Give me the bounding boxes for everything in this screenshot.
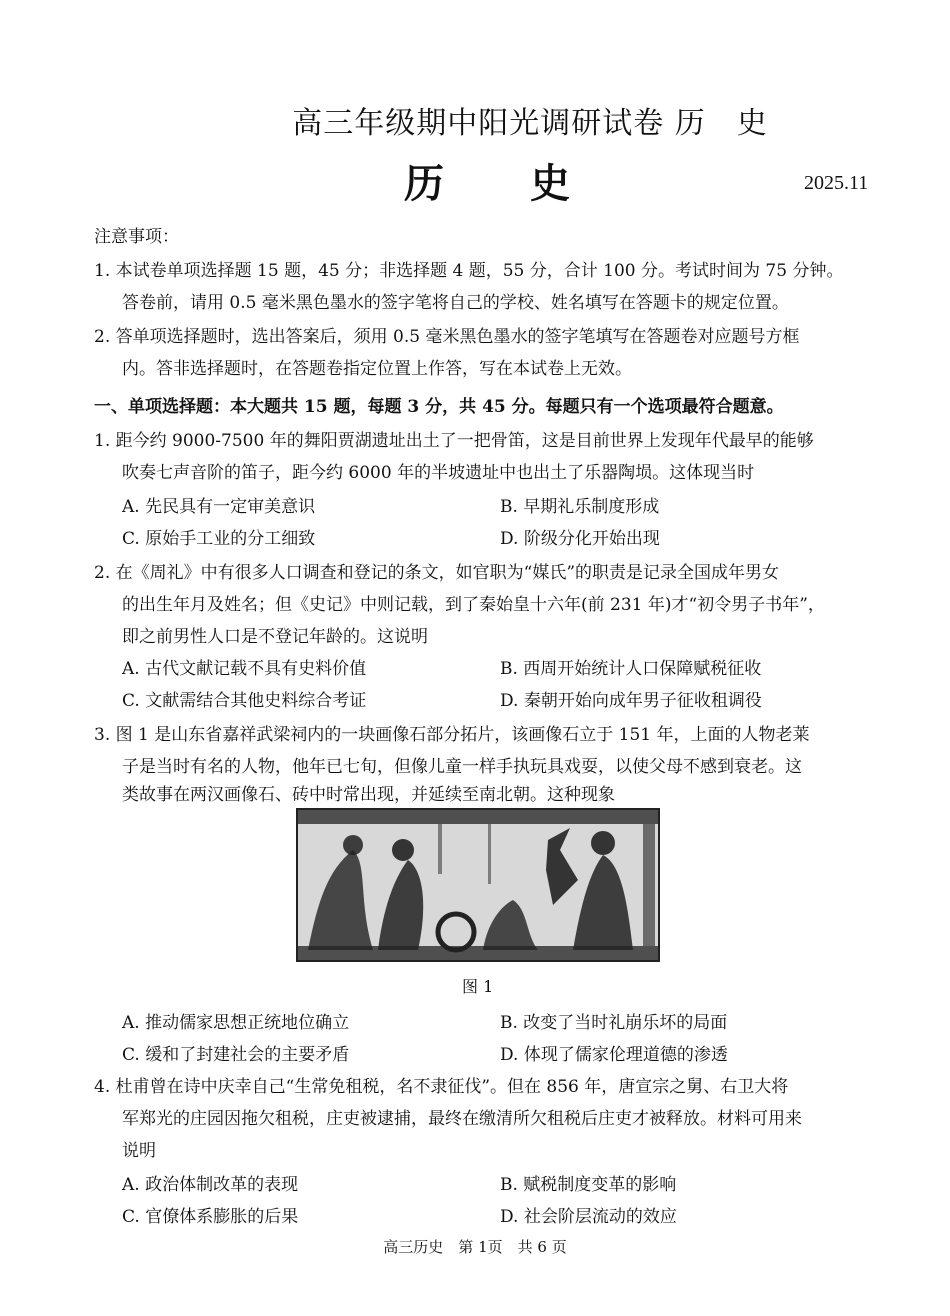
notice-item-2-line-1: 2. 答单项选择题时，选出答案后，须用 0.5 毫米黑色墨水的签字笔填写在答题卷对应题号方框 — [94, 327, 800, 347]
question-1-line-2: 吹奏七声音阶的笛子，距今约 6000 年的半坡遗址中也出土了乐器陶埙。这体现当时 — [122, 463, 755, 483]
question-4-line-2: 军郑光的庄园因拖欠租税，庄吏被逮捕，最终在缴清所欠租税后庄吏才被释放。材料可用来 — [122, 1109, 802, 1129]
section-heading: 一、单项选择题：本大题共 15 题，每题 3 分，共 45 分。每题只有一个选项最符合题意。 — [94, 397, 784, 417]
exam-date: 2025.11 — [804, 172, 869, 194]
exam-title: 高三年级期中阳光调研试卷 历 史 — [292, 106, 768, 141]
notice-item-1-line-2: 答卷前，请用 0.5 毫米黑色墨水的签字笔将自己的学校、姓名填写在答题卡的规定位置。 — [122, 293, 789, 313]
notice-heading: 注意事项： — [94, 227, 179, 247]
question-2-line-2: 的出生年月及姓名；但《史记》中则记载，到了秦始皇十六年(前 231 年)才“初令男子书年”， — [122, 595, 825, 615]
question-2-line-1: 2. 在《周礼》中有很多人口调查和登记的条文，如官职为“媒氏”的职责是记录全国成年男女 — [94, 563, 780, 583]
question-2-line-3: 即之前男性人口是不登记年龄的。这说明 — [122, 627, 428, 647]
question-4-option-c: C. 官僚体系膨胀的后果 — [122, 1207, 299, 1227]
question-4-option-d: D. 社会阶层流动的效应 — [500, 1207, 677, 1227]
question-3-option-d: D. 体现了儒家伦理道德的渗透 — [500, 1045, 728, 1065]
question-3-line-3: 类故事在两汉画像石、砖中时常出现，并延续至南北朝。这种现象 — [122, 785, 615, 805]
subject-title: 历 史 — [404, 160, 606, 207]
question-4-option-b: B. 赋税制度变革的影响 — [500, 1175, 677, 1195]
question-3-line-1: 3. 图 1 是山东省嘉祥武梁祠内的一块画像石部分拓片，该画像石立于 151 年，上面的人物老莱 — [94, 725, 810, 745]
stone-relief-rubbing-image — [296, 808, 660, 962]
question-2-option-b: B. 西周开始统计人口保障赋税征收 — [500, 659, 762, 679]
question-2-option-c: C. 文献需结合其他史料综合考证 — [122, 691, 367, 711]
question-1-option-b: B. 早期礼乐制度形成 — [500, 497, 660, 517]
question-4-option-a: A. 政治体制改革的表现 — [122, 1175, 299, 1195]
figure-1-caption: 图 1 — [462, 977, 494, 996]
question-3-option-b: B. 改变了当时礼崩乐坏的局面 — [500, 1013, 728, 1033]
page-footer: 高三历史 第 1页 共 6 页 — [383, 1238, 567, 1256]
notice-item-1-line-1: 1. 本试卷单项选择题 15 题，45 分；非选择题 4 题，55 分，合计 100 分。考试时间为 75 分钟。 — [94, 261, 844, 281]
question-1-line-1: 1. 距今约 9000-7500 年的舞阳贾湖遗址出土了一把骨笛，这是目前世界上发现年代最早的能够 — [94, 431, 814, 451]
question-1-option-c: C. 原始手工业的分工细致 — [122, 529, 316, 549]
question-2-option-a: A. 古代文献记载不具有史料价值 — [122, 659, 367, 679]
question-1-option-d: D. 阶级分化开始出现 — [500, 529, 660, 549]
question-2-option-d: D. 秦朝开始向成年男子征收租调役 — [500, 691, 762, 711]
question-1-option-a: A. 先民具有一定审美意识 — [122, 497, 316, 517]
question-3-option-c: C. 缓和了封建社会的主要矛盾 — [122, 1045, 350, 1065]
notice-item-2-line-2: 内。答非选择题时，在答题卷指定位置上作答，写在本试卷上无效。 — [122, 359, 632, 379]
question-3-line-2: 子是当时有名的人物，他年已七旬，但像儿童一样手执玩具戏耍，以使父母不感到衰老。这 — [122, 757, 802, 777]
question-4-line-1: 4. 杜甫曾在诗中庆幸自己“生常免租税，名不隶征伐”。但在 856 年，唐宣宗之舅、右卫大将 — [94, 1077, 789, 1097]
question-3-option-a: A. 推动儒家思想正统地位确立 — [122, 1013, 350, 1033]
question-4-line-3: 说明 — [122, 1141, 156, 1161]
